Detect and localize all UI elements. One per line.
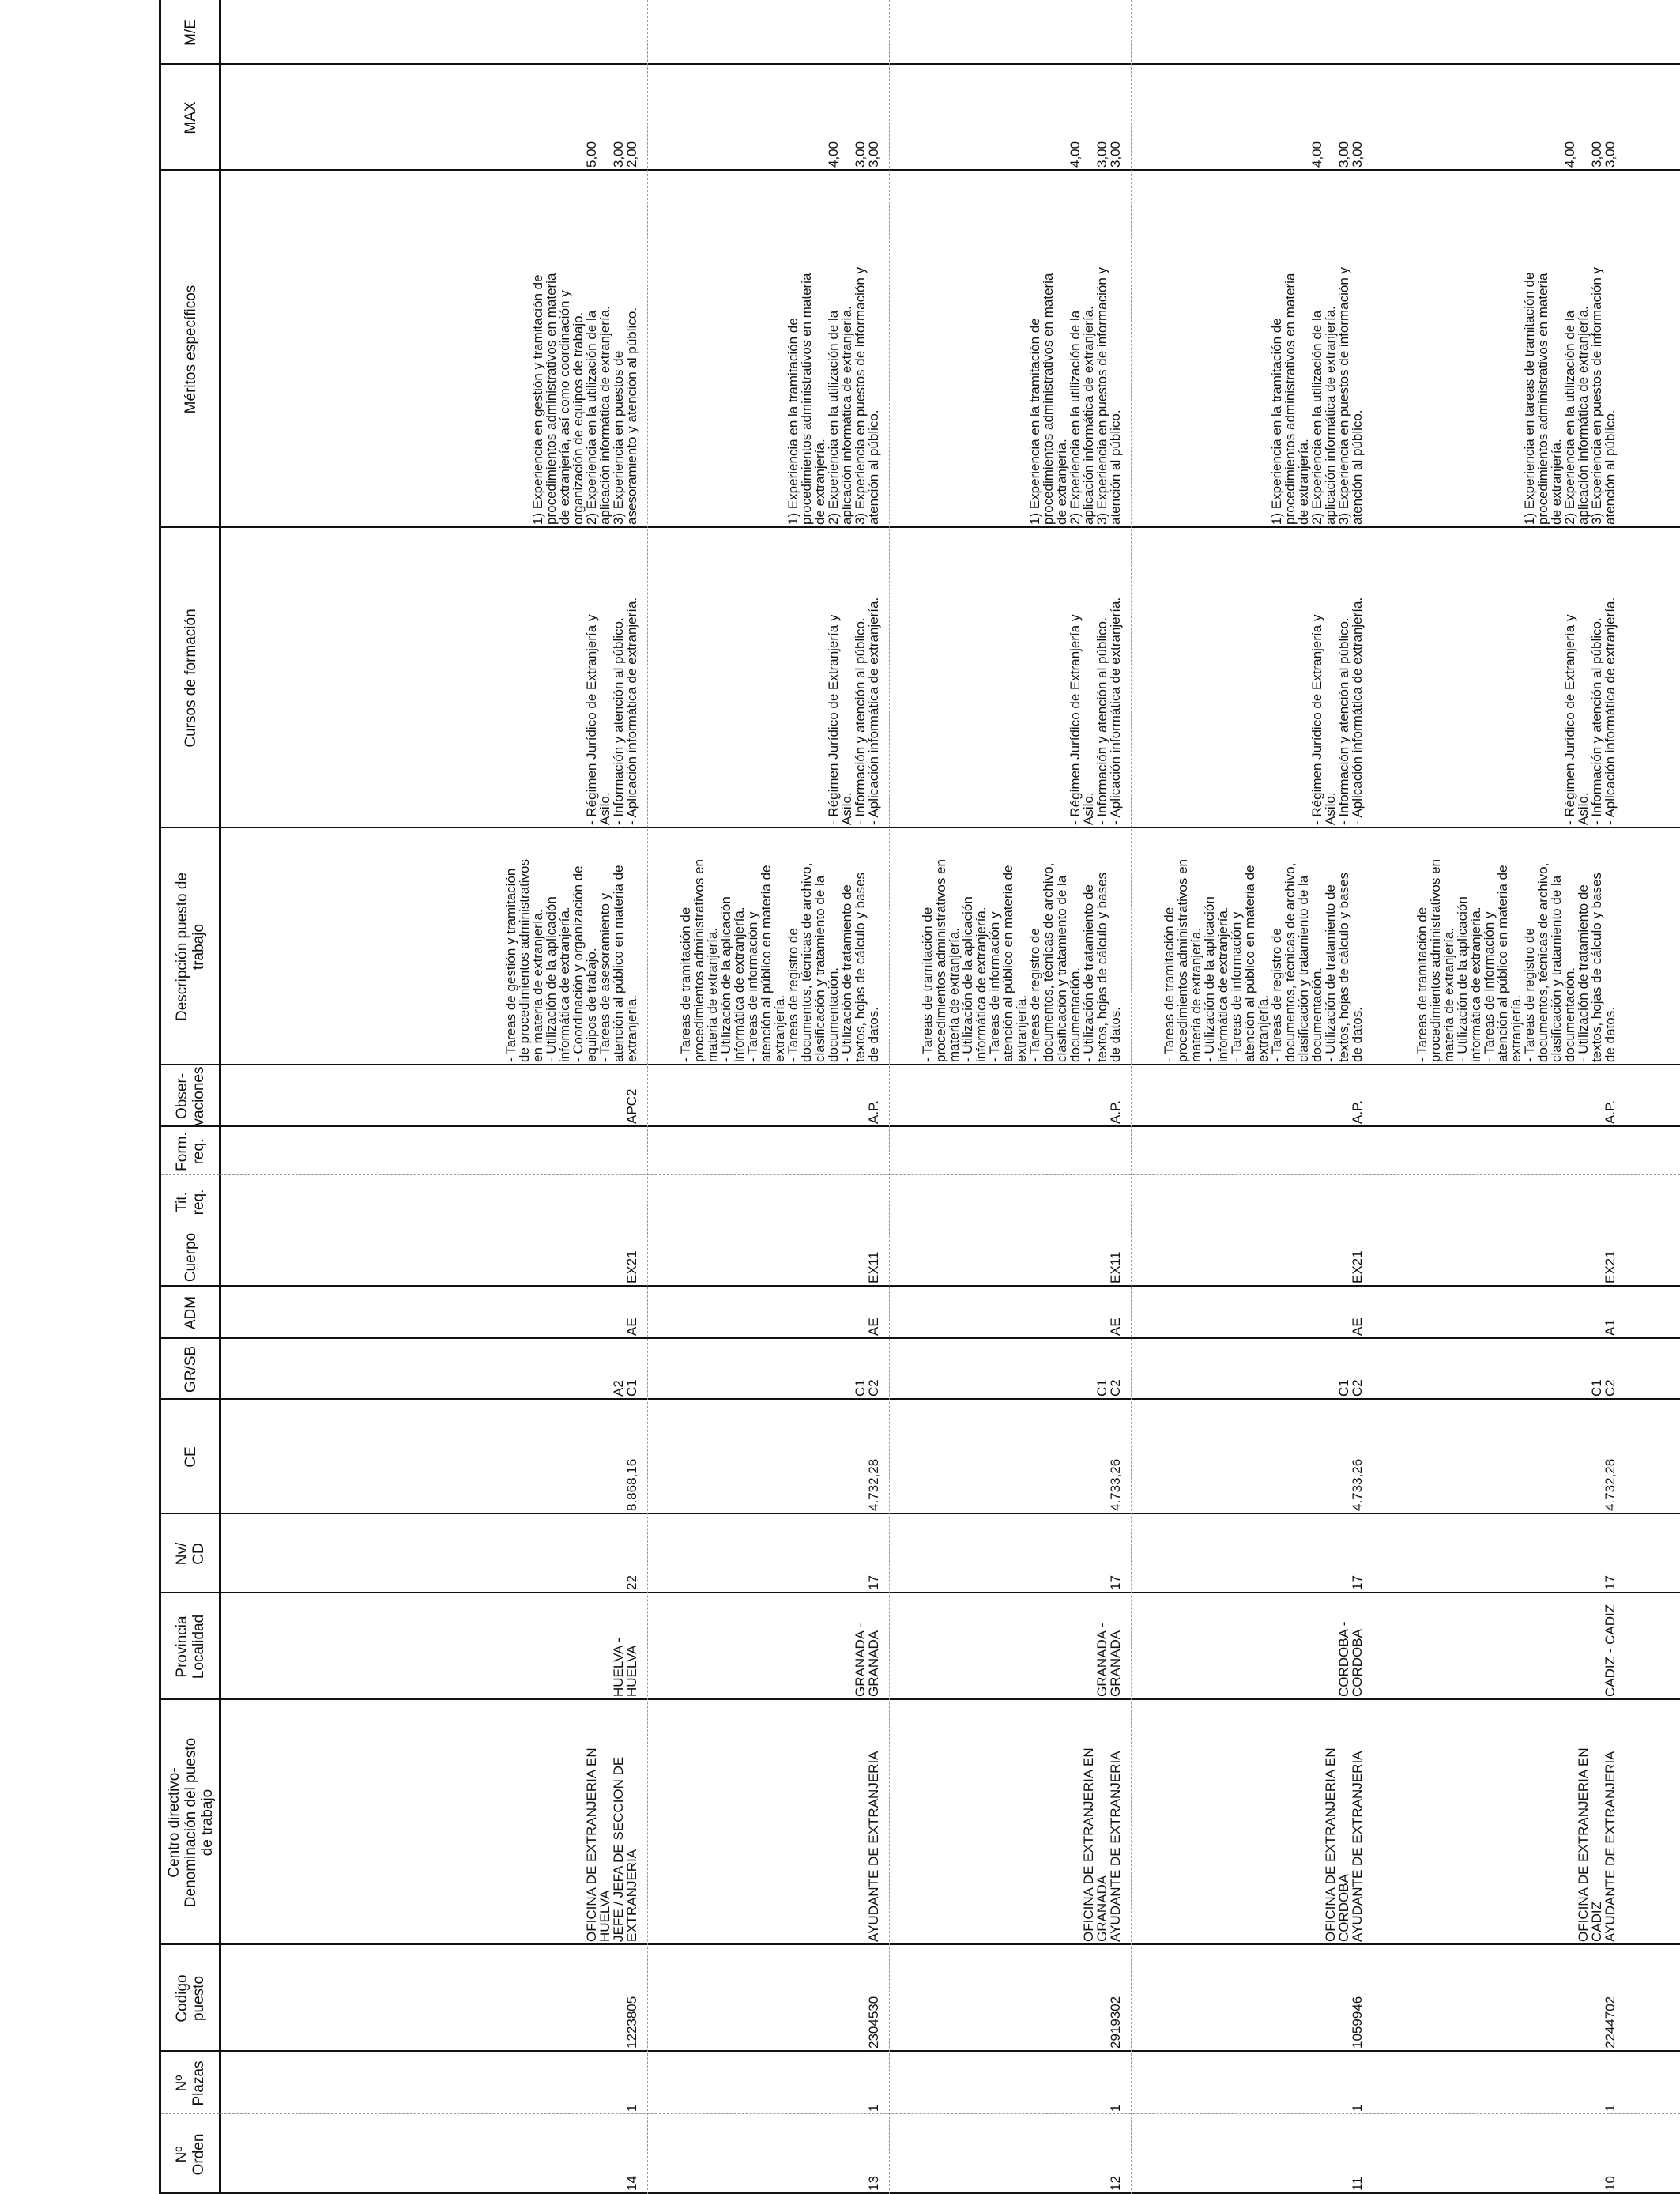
cell-ce: 4.732,28 xyxy=(866,1458,881,1511)
cell-codigo: 2244702 xyxy=(1603,1996,1618,2049)
cell-obs: A.P. xyxy=(1350,1100,1365,1124)
column-divider xyxy=(161,1398,1680,1400)
cell-meritos: 1) Experiencia en la tramitación de procedimientos administrativos en materia de extranjería. 2) Experiencia en la utilización de la aplicación informática de extranjería. 3) Experiencia en puestos de información y atención al público. xyxy=(1027,266,1123,525)
cell-centro: OFICINA DE EXTRANJERIA EN CADIZ AYUDANTE DE EXTRANJERIA xyxy=(1576,1747,1618,1942)
cell-meritos: 1) Experiencia en la tramitación de procedimientos administrativos en materia de extranjería. 2) Experiencia en la utilización de la aplicación informática de extranjería. 3) Experiencia en puestos de información y atención al público. xyxy=(1269,266,1365,525)
header-obs: Obser- vaciones xyxy=(174,1066,207,1126)
column-divider xyxy=(161,1064,1680,1065)
column-divider xyxy=(161,1513,1680,1514)
cell-gr: C1 C2 xyxy=(853,1379,881,1397)
column-divider xyxy=(161,1285,1680,1287)
cell-adm: A1 xyxy=(1603,1319,1618,1336)
cell-codigo: 2919302 xyxy=(1108,1996,1123,2049)
cell-desc: - Tareas de tramitación de procedimientos administrativos en materia de extranjería. - Utilización de la aplicación informática de extranjería. - Tareas de información y atención al público en materia de extranjería. - Tareas de registro de documentos, técnicas de archivo, clasificación y tratamiento de la documentación. - Utilización de tratamiento de textos, hojas de cálculo y bases de datos. xyxy=(920,858,1123,1062)
cell-provincia: HUELVA - HUELVA xyxy=(611,1638,639,1697)
cell-centro: AYUDANTE DE EXTRANJERIA xyxy=(866,1751,881,1942)
column-divider xyxy=(161,1337,1680,1339)
header-adm: ADM xyxy=(182,1295,199,1330)
cell-meritos: 1) Experiencia en la tramitación de procedimientos administrativos en materia de extranjería. 2) Experiencia en la utilización de la aplicación informática de extranjería. 3) Experiencia en puestos de información y atención al público. xyxy=(785,266,881,525)
cell-nv: 22 xyxy=(624,1575,639,1590)
cell-max: 4,00 3,00 3,00 xyxy=(1068,141,1123,168)
cell-cuerpo: EX11 xyxy=(1108,1251,1123,1284)
column-divider xyxy=(161,526,1680,528)
cell-plazas: 1 xyxy=(1108,2104,1123,2112)
cell-gr: C1 C2 xyxy=(1336,1379,1365,1397)
header-provincia: Provincia Localidad xyxy=(174,1614,207,1679)
cell-desc: - Tareas de gestión y tramitación de procedimientos administrativos en materia de extranjería. - Utilización de la aplicación informática de extranjería. - Coordinación y organización de equipos de trabajo. - Tareas de asesoramiento y atención al público en materia de extranjería. xyxy=(503,858,639,1062)
cell-orden: 11 xyxy=(1350,2177,1365,2191)
cell-centro: OFICINA DE EXTRANJERIA EN HUELVA JEFE / JEFA DE SECCION DE EXTRANJERIA xyxy=(584,1747,639,1942)
cell-codigo: 1059946 xyxy=(1350,1996,1365,2049)
cell-provincia: GRANADA - GRANADA xyxy=(853,1623,881,1697)
cell-plazas: 1 xyxy=(624,2104,639,2112)
column-divider xyxy=(161,169,1680,171)
cell-obs: A.P. xyxy=(1108,1100,1123,1124)
cell-adm: AE xyxy=(1350,1318,1365,1336)
cell-max: 4,00 3,00 3,00 xyxy=(1562,141,1618,168)
cell-meritos: 1) Experiencia en tareas de tramitación de procedimientos administrativos en materia de extranjería. 2) Experiencia en la utilización de la aplicación informática de extranjería. 3) Experiencia en puestos de información y atención al público. xyxy=(1522,266,1618,525)
cell-codigo: 1223805 xyxy=(624,1996,639,2049)
cell-cursos: - Régimen Jurídico de Extranjería y Asilo. - Información y atención al público. - Aplicación informática de extranjería. xyxy=(826,597,881,825)
cell-cursos: - Régimen Jurídico de Extranjería y Asilo. - Información y atención al público. - Aplicación informática de extranjería. xyxy=(1309,597,1365,825)
cell-provincia: GRANADA - GRANADA xyxy=(1094,1623,1123,1697)
column-divider xyxy=(161,2050,1680,2052)
header-ce: CE xyxy=(182,1446,199,1468)
cell-cursos: - Régimen Jurídico de Extranjería y Asilo. - Información y atención al público. - Aplicación informática de extranjería. xyxy=(1068,597,1123,825)
cell-centro: OFICINA DE EXTRANJERIA EN GRANADA AYUDANTE DE EXTRANJERIA xyxy=(1081,1747,1123,1942)
cell-adm: AE xyxy=(624,1318,639,1336)
header-max: MAX xyxy=(182,101,199,134)
column-divider xyxy=(161,2113,1680,2114)
cell-adm: AE xyxy=(866,1318,881,1336)
cell-max: 5,00 3,00 2,00 xyxy=(584,141,639,168)
cell-centro: OFICINA DE EXTRANJERIA EN CORDOBA AYUDANTE DE EXTRANJERIA xyxy=(1323,1747,1365,1942)
cell-desc: - Tareas de tramitación de procedimientos administrativos en materia de extranjería. - Utilización de la aplicación informática de extranjería. - Tareas de información y atención al público en materia de extranjería. - Tareas de registro de documentos, técnicas de archivo, clasificación y tratamiento de la documentación. - Utilización de tratamiento de textos, hojas de cálculo y bases de datos. xyxy=(1414,858,1618,1062)
header-tit: Tit. req. xyxy=(174,1189,207,1216)
column-divider xyxy=(161,1592,1680,1593)
column-divider xyxy=(161,1943,1680,1945)
header-nv: Nv/ CD xyxy=(174,1542,207,1566)
cell-max: 4,00 3,00 3,00 xyxy=(1309,141,1365,168)
header-cuerpo: Cuerpo xyxy=(182,1232,199,1283)
header-plazas: Nº Plazas xyxy=(174,2060,207,2106)
cell-gr: C1 C2 xyxy=(1094,1379,1123,1397)
cell-obs: A.P. xyxy=(866,1100,881,1124)
cell-codigo: 2304530 xyxy=(866,1996,881,2049)
cell-cuerpo: EX21 xyxy=(624,1250,639,1284)
cell-orden: 14 xyxy=(624,2176,639,2191)
cell-orden: 12 xyxy=(1108,2176,1123,2191)
header-bottom-rule xyxy=(219,0,221,2194)
cell-orden: 13 xyxy=(866,2176,881,2191)
cell-desc: - Tareas de tramitación de procedimientos administrativos en materia de extranjería. - Utilización de la aplicación informática de extranjería. - Tareas de información y atención al público en materia de extranjería. - Tareas de registro de documentos, técnicas de archivo, clasificación y tratamiento de la documentación. - Utilización de tratamiento de textos, hojas de cálculo y bases de datos. xyxy=(1162,858,1365,1062)
header-codigo: Codigo puesto xyxy=(174,1974,207,2022)
header-cursos: Cursos de formación xyxy=(182,609,199,748)
header-desc: Descripción puesto de trabajo xyxy=(174,873,207,1021)
cell-orden: 10 xyxy=(1603,2176,1618,2191)
cell-desc: - Tareas de tramitación de procedimientos administrativos en materia de extranjería. - Utilización de la aplicación informática de extranjería. - Tareas de información y atención al público en materia de extranjería. - Tareas de registro de documentos, técnicas de archivo, clasificación y tratamiento de la documentación. - Utilización de tratamiento de textos, hojas de cálculo y bases de datos. xyxy=(678,858,881,1062)
column-divider xyxy=(161,1698,1680,1700)
header-meritos: Méritos específicos xyxy=(182,285,199,414)
cell-provincia: CORDOBA - CORDOBA xyxy=(1336,1621,1365,1697)
cell-ce: 4.733,26 xyxy=(1350,1458,1365,1511)
cell-cuerpo: EX21 xyxy=(1603,1250,1618,1284)
cell-cuerpo: EX21 xyxy=(1350,1250,1365,1284)
cell-cursos: - Régimen Jurídico de Extranjería y Asilo. - Información y atención al público. - Aplicación informática de extranjería. xyxy=(1562,597,1618,825)
cell-provincia: CADIZ - CADIZ xyxy=(1603,1604,1618,1697)
column-divider xyxy=(161,1174,1680,1175)
cell-nv: 17 xyxy=(1350,1575,1365,1590)
cell-cuerpo: EX11 xyxy=(866,1251,881,1284)
cell-adm: AE xyxy=(1108,1318,1123,1336)
cell-nv: 17 xyxy=(866,1575,881,1590)
cell-cursos: - Régimen Jurídico de Extranjería y Asilo. - Información y atención al público. - Aplicación informática de extranjería. xyxy=(584,597,639,825)
cell-nv: 17 xyxy=(1108,1575,1123,1590)
cell-obs: APC2 xyxy=(624,1088,639,1124)
cell-gr: C1 C2 xyxy=(1589,1379,1618,1397)
cell-plazas: 1 xyxy=(866,2104,881,2112)
header-centro: Centro directivo- Denominación del puesto de trabajo xyxy=(165,1737,216,1908)
header-orden: Nº Orden xyxy=(174,2133,207,2176)
cell-nv: 17 xyxy=(1603,1575,1618,1590)
cell-ce: 8.868,16 xyxy=(624,1458,639,1511)
header-gr: GR/SB xyxy=(182,1345,199,1393)
cell-gr: A2 C1 xyxy=(611,1379,639,1397)
table-top-rule xyxy=(159,0,161,2194)
cell-plazas: 1 xyxy=(1350,2104,1365,2112)
cell-max: 4,00 3,00 3,00 xyxy=(826,141,881,168)
header-me: M/E xyxy=(182,19,199,46)
column-divider xyxy=(161,63,1680,65)
column-divider xyxy=(161,827,1680,828)
header-form: Form. req. xyxy=(174,1132,207,1171)
cell-meritos: 1) Experiencia en gestión y tramitación de procedimientos administrativos en materia de extranjería, así como coordinación y organización de equipos de trabajo. 2) Experiencia en la utilización de la aplicación informática de extranjería. 3) Experiencia en puestos de asesoramiento y atención al público. xyxy=(530,273,639,525)
cell-ce: 4.733,26 xyxy=(1108,1458,1123,1511)
cell-ce: 4.732,28 xyxy=(1603,1458,1618,1511)
cell-plazas: 1 xyxy=(1603,2104,1618,2112)
cell-obs: A.P. xyxy=(1603,1100,1618,1124)
column-divider xyxy=(161,1125,1680,1127)
